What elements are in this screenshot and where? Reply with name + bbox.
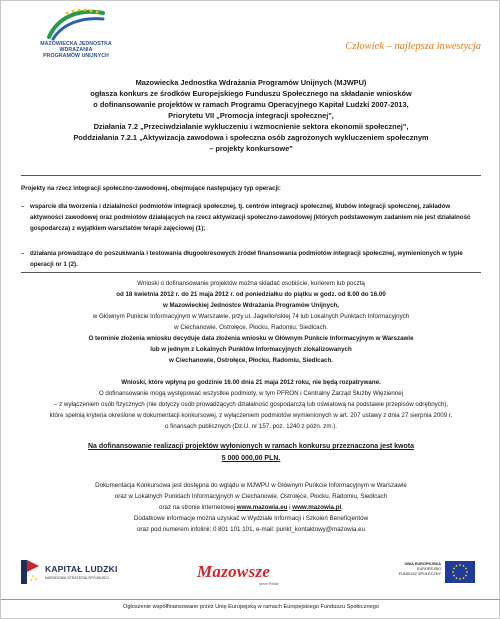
link-separator: i (287, 504, 293, 511)
submission-section (21, 278, 481, 366)
header (1, 1, 500, 73)
documentation-line: oraz pod numerem infolinii: 0 801 101 101, e-mail: punkt_kontaktowy@mazowia.eu (136, 526, 366, 533)
bullet-dash: – (21, 250, 25, 257)
title-line: Działania 7.2 „Przeciwdziałanie wykluczeniu i wzmocnienie sektora ekonomii społecznej", (93, 122, 409, 131)
submission-line: O terminie złożenia wniosku decyduje data złożenia wniosku w Głównym Punkcie Informacyjnym w Warszawie (88, 335, 414, 342)
submission-line: od 18 kwietnia 2012 r. do 21 maja 2012 r. od poniedziałku do piątku w godz. od 8.00 do 16.00 (116, 291, 386, 298)
submission-line: Wnioski o dofinansowanie projektów można składać osobiście, kurierem lub pocztą (137, 280, 365, 287)
funding-line: Na dofinansowanie realizacji projektów wyłonionych w ramach konkursu przeznaczona jest kwota (88, 443, 414, 450)
eu-logo (379, 558, 481, 592)
title-line: Mazowiecka Jednostka Wdrażania Programów Unijnych (MJWPU) (135, 78, 367, 87)
slogan: Człowiek – najlepsza inwestycja (345, 41, 481, 52)
eu-line: EUROPEJSKI (416, 567, 441, 571)
mjwpu-logo-text (21, 41, 131, 59)
eligibility-section (21, 377, 481, 432)
mazowsze-logo (197, 562, 307, 590)
kapital-ludzki-flag-icon (19, 558, 41, 586)
kapital-ludzki-subtitle: NARODOWA STRATEGIA SPÓJNOŚCI (45, 576, 109, 580)
footer-divider (1, 599, 500, 600)
website-link-mazowia-eu[interactable]: www.mazowia.eu (236, 504, 288, 511)
bullet-text: działania prowadzące do poszukiwania i testowania długookresowych źródeł finansowania podmiotów integracji społecznej, wymienionych w typie operacji nr 1 (2). (30, 250, 463, 268)
mjwpu-swoosh-icon (45, 7, 107, 41)
footer-note: Ogłoszenie współfinansowane przez Unię Europejską w ramach Europejskiego Funduszu Społecznego (123, 604, 379, 610)
website-link-mazowia-pl[interactable]: www.mazowia.pl (292, 504, 342, 511)
title-line: o dofinansowanie projektów w ramach Programu Operacyjnego Kapitał Ludzki 2007-2013, (93, 100, 409, 109)
eligibility-line: Wnioski, które wpłyną po godzinie 16.00 dnia 21 maja 2012 roku, nie będą rozpatrywane. (121, 379, 381, 386)
documentation-line: Dokumentacja Konkursowa jest dostępna do wglądu w MJWPU w Głównym Punkcie Informacyjnym w Warszawie (95, 482, 407, 489)
documentation-line: oraz w Lokalnych Punktach Informacyjnych w Ciechanowie, Ostrołęce, Płocku, Radomiu, Siedlcach (114, 493, 388, 500)
kapital-ludzki-logo (19, 558, 129, 592)
eu-line: FUNDUSZ SPOŁECZNY (398, 572, 441, 576)
footer-logos (1, 546, 500, 596)
eligibility-line: które spełnią kryteria określone w dokumentacji konkursowej, z wyłączeniem podmiotów wymienionych w art. 207 ustawy z dnia 27 sierpnia 2009 r. (49, 412, 453, 419)
bullet-text: wsparcie dla tworzenia i działalności podmiotów integracji społecznej, tj. centrów integracji społecznej, klubów integracji społecznej, zakładów aktywności zawodowej oraz podmiotów działających na rzecz aktywizacji społeczno-zawodowej (których podstawowym zadaniem nie jest działalność gospodarcza) z wyjątkiem warsztatów terapii zajęciowej (1); (30, 203, 471, 232)
announcement-title (21, 77, 481, 154)
divider (21, 272, 481, 273)
eligibility-line: O dofinansowanie mogą występować wszystkie podmioty, w tym PFRON i Centralny Zarząd Służby Więziennej (98, 390, 404, 397)
intro-text: Projekty na rzecz integracji społeczno-zawodowej, obejmujące następujący typ operacji: (21, 185, 281, 192)
eu-line: UNIA EUROPEJSKA (404, 562, 441, 566)
submission-line: w Ciechanowie, Ostrołęce, Płocku, Radomiu, Siedlcach. (174, 324, 328, 331)
documentation-section (21, 480, 481, 535)
title-line: ogłasza konkurs ze środków Europejskiego Funduszu Społecznego na składanie wniosków (90, 89, 412, 98)
eligibility-line: o finansach publicznych (Dz.U. nr 157, poz. 1240 z późn. zm.). (165, 423, 337, 430)
documentation-line: oraz na stronie internetowej www.mazowia.eu i www.mazowia.pl. (159, 504, 343, 511)
title-line: – projekty konkursowe" (209, 144, 293, 153)
title-line: Poddziałania 7.2.1 „Aktywizacja zawodowa i społeczna osób zagrożonych wykluczeniem społecznym (73, 133, 429, 142)
submission-line: lub w jednym z Lokalnych Punktów Informacyjnych zlokalizowanych (150, 346, 352, 353)
funding-amount: 5 000 000,00 PLN. (221, 455, 281, 462)
submission-line: w Głównym Punkcie Informacyjnym w Warszawie, przy ul. Jagiellońskiej 74 lub Lokalnych Punktach Informacyjnych (92, 313, 410, 320)
title-line: Priorytetu VII „Promocja integracji społecznej", (168, 111, 334, 120)
bullet-item (21, 248, 481, 270)
bullet-dash: – (21, 203, 25, 210)
mjwpu-logo (21, 7, 131, 69)
logo-line: WDRAŻANIA (59, 47, 93, 53)
logo-line: PROGRAMÓW UNIJNYCH (43, 53, 109, 59)
divider (21, 175, 481, 176)
documentation-line: Dodatkowe informacje można uzyskać w Wydziale Informacji i Szkoleń Beneficjentów (133, 515, 369, 522)
eu-logo-text (379, 562, 441, 577)
funding-section (21, 441, 481, 465)
logo-line: MAZOWIECKA JEDNOSTKA (40, 41, 112, 47)
mazowsze-wordmark: Mazowsze (197, 562, 271, 581)
kapital-ludzki-title: KAPITAŁ LUDZKI (45, 564, 118, 574)
eligibility-line: – z wyłączeniem osób fizycznych (nie dotyczy osób prowadzących działalność gospodarczą lub oświatową na podstawie przepisów odrębnych), (53, 401, 449, 408)
bullet-item (21, 201, 481, 234)
submission-line: w Mazowieckiej Jednostce Wdrażania Programów Unijnych, (162, 302, 340, 309)
eu-flag-icon (445, 561, 475, 583)
website-label: oraz na stronie internetowej (159, 504, 236, 511)
mazowsze-tagline: serce Polski (259, 582, 279, 586)
submission-line: w Ciechanowie, Ostrołęce, Płocku, Radomiu, Siedlcach. (168, 357, 334, 364)
